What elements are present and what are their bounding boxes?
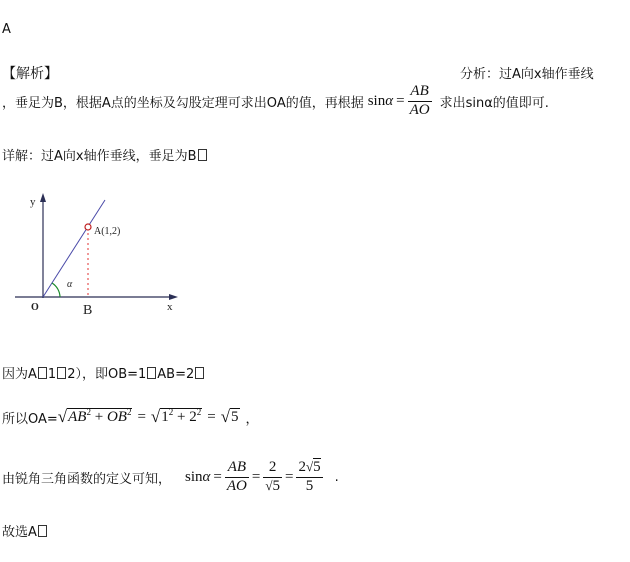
radical-ab-ob: $√AB^2 + OB^2$ [57, 407, 132, 426]
analysis-equals: = [396, 92, 405, 109]
x-axis-arrow [169, 294, 178, 300]
point-a-label: A(1,2) [94, 226, 121, 237]
angle-label: α [67, 279, 73, 290]
detail-line: 详解：过A向x轴作垂线，垂足为B [2, 145, 208, 164]
missing-glyph-box [57, 367, 66, 379]
missing-glyph-box [147, 367, 156, 379]
analysis-text-2: 求出sinα的值即可. [439, 95, 549, 111]
def-equals-2: = [251, 468, 261, 485]
y-axis-arrow [40, 193, 46, 202]
point-a [85, 224, 91, 230]
analysis-fraction-denominator: AO [409, 101, 430, 118]
angle-arc [52, 283, 60, 297]
analysis-text-1: ，垂足为B，根据A点的坐标及勾股定理可求出OA的值，再根据 [2, 95, 364, 111]
x-axis-label: x [167, 301, 173, 313]
ray-oa [43, 200, 105, 297]
definition-period: . [334, 469, 339, 485]
because-line: 因为A 1 2），即OB=1 AB=2 [2, 363, 205, 382]
so-prefix: 所以OA= [2, 411, 58, 427]
analysis-line [2, 82, 549, 120]
answer-letter: A [2, 22, 11, 37]
definition-sin-label: sinα [185, 468, 211, 485]
fraction-2-root5: $\frac{2}{√5}$ [265, 459, 280, 494]
missing-glyph-box [195, 367, 204, 379]
so-equals-1: = [137, 408, 146, 425]
final-line: 故选A [2, 521, 48, 540]
missing-glyph-box [198, 149, 207, 161]
so-comma: ， [245, 411, 259, 427]
origin-label: O [31, 302, 39, 313]
y-axis-label: y [30, 196, 36, 208]
radical-5: √5 [220, 407, 239, 426]
so-line [2, 403, 259, 431]
fraction-2root5-5: $\frac{2√5}{5}$ [298, 459, 321, 494]
foot-b-label: B [83, 303, 93, 318]
radical-1-2: $√1^2 + 2^2$ [150, 407, 202, 426]
coordinate-figure [10, 188, 190, 328]
def-equals-1: = [213, 468, 222, 485]
missing-glyph-box [38, 525, 47, 537]
def-equals-3: = [284, 468, 294, 485]
analysis-fraction-numerator: AB [408, 83, 432, 101]
fraction-ab-ao: $\frac{AB}{AO}$ [226, 459, 247, 494]
so-equals-2: = [207, 408, 216, 425]
definition-prefix: 由锐角三角函数的定义可知， [2, 471, 172, 487]
definition-line [2, 455, 339, 499]
analysis-fraction [408, 83, 432, 119]
analysis-sin-label: sinα [367, 92, 394, 109]
section-title: 【解析】 [2, 66, 58, 82]
missing-glyph-box [38, 367, 47, 379]
analysis-intro: 分析：过A向x轴作垂线 [460, 67, 594, 82]
